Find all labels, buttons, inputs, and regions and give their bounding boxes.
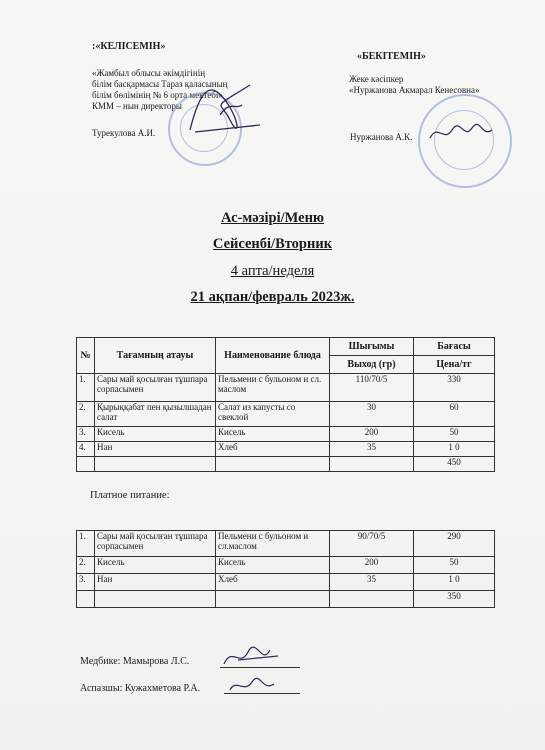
cook-signer: Аспазшы: Кужахметова Р.А. bbox=[80, 683, 201, 694]
cell-price: 50 bbox=[414, 557, 495, 574]
cell-ru: Хлеб bbox=[216, 574, 330, 591]
approve-right-heading: «БЕКІТЕМІН» bbox=[357, 51, 426, 62]
menu-title: Ас-мәзірі/Меню bbox=[220, 210, 325, 226]
cell-kz bbox=[95, 591, 216, 608]
cell-ru: Пельмени с бульоном и сл.маслом bbox=[216, 531, 330, 557]
cell-num: 2. bbox=[77, 557, 95, 574]
table-row bbox=[77, 557, 495, 574]
cell-kz: Сары май қосылған тұшпара сорпасымен bbox=[95, 374, 216, 402]
cell-ru: Кисель bbox=[216, 557, 330, 574]
col-yield-ru: Выход (гр) bbox=[330, 356, 414, 374]
approve-left-line: білім басқармасы Тараз қаласының bbox=[92, 79, 228, 89]
cell-yield bbox=[330, 457, 414, 472]
cell-kz: Нан bbox=[95, 442, 216, 457]
table-row bbox=[77, 402, 495, 427]
col-yield-kz: Шығымы bbox=[330, 338, 414, 356]
cell-ru: Кисель bbox=[216, 427, 330, 442]
col-price-kz: Бағасы bbox=[414, 338, 495, 356]
approve-left-line: «Жамбыл облысы әкімдігінің bbox=[92, 68, 206, 78]
cell-kz bbox=[95, 457, 216, 472]
approve-left-line: КММ – нын директоры bbox=[92, 101, 182, 111]
table-header-row bbox=[77, 338, 495, 356]
cell-yield: 35 bbox=[330, 574, 414, 591]
cell-num: 3. bbox=[77, 427, 95, 442]
cell-yield: 200 bbox=[330, 557, 414, 574]
date-title: 21 ақпан/февраль 2023ж. bbox=[190, 289, 355, 305]
cell-num: 2. bbox=[77, 402, 95, 427]
cell-yield bbox=[330, 591, 414, 608]
col-price-ru: Цена/тг bbox=[414, 356, 495, 374]
cell-yield: 30 bbox=[330, 402, 414, 427]
approve-right-lines bbox=[349, 74, 479, 96]
cell-ru bbox=[216, 457, 330, 472]
cell-kz: Сары май қосылған тұшпара сорпасымен bbox=[95, 531, 216, 557]
cell-ru: Пельмени с бульоном и сл. маслом bbox=[216, 374, 330, 402]
cell-price: 60 bbox=[414, 402, 495, 427]
approve-right-line: «Нуржанова Акмарал Кенесовна» bbox=[349, 85, 480, 95]
cell-num bbox=[77, 457, 95, 472]
table-row bbox=[77, 374, 495, 402]
cell-kz: Кисель bbox=[95, 557, 216, 574]
cell-num: 3. bbox=[77, 574, 95, 591]
cell-price: 1 0 bbox=[414, 442, 495, 457]
table-total-row bbox=[77, 457, 495, 472]
cell-ru bbox=[216, 591, 330, 608]
cell-num: 4. bbox=[77, 442, 95, 457]
cell-price: 50 bbox=[414, 427, 495, 442]
table-row bbox=[77, 442, 495, 457]
cell-yield: 200 bbox=[330, 427, 414, 442]
cell-num bbox=[77, 591, 95, 608]
total-price: 350 bbox=[414, 591, 495, 608]
approve-right-signer: Нуржанова А.К. bbox=[350, 132, 413, 142]
cell-num: 1. bbox=[77, 531, 95, 557]
paid-menu-table bbox=[76, 530, 495, 608]
cell-kz: Нан bbox=[95, 574, 216, 591]
approve-left-heading: :«КЕЛІСЕМІН» bbox=[92, 41, 166, 52]
cell-kz: Кисель bbox=[95, 427, 216, 442]
table-total-row bbox=[77, 591, 495, 608]
cell-price: 290 bbox=[414, 531, 495, 557]
cell-ru: Салат из капусты со свеклой bbox=[216, 402, 330, 427]
table-row bbox=[77, 531, 495, 557]
total-price: 450 bbox=[414, 457, 495, 472]
table-row bbox=[77, 427, 495, 442]
col-num: № bbox=[77, 338, 95, 374]
cell-num: 1. bbox=[77, 374, 95, 402]
cell-yield: 90/70/5 bbox=[330, 531, 414, 557]
col-name-ru: Наименование блюда bbox=[216, 338, 330, 374]
nurse-signature bbox=[218, 642, 298, 672]
cell-price: 1 0 bbox=[414, 574, 495, 591]
approve-left-signer: Турекулова А.И. bbox=[92, 128, 156, 138]
director-signature bbox=[170, 70, 270, 150]
entrepreneur-signature bbox=[426, 118, 496, 148]
week-title: 4 апта/неделя bbox=[230, 263, 315, 279]
approve-right-line: Жеке кәсіпкер bbox=[349, 74, 404, 84]
table-row bbox=[77, 574, 495, 591]
cell-price: 330 bbox=[414, 374, 495, 402]
menu-table bbox=[76, 337, 495, 472]
cell-ru: Хлеб bbox=[216, 442, 330, 457]
cell-yield: 35 bbox=[330, 442, 414, 457]
day-title: Сейсенбі/Вторник bbox=[212, 236, 333, 252]
cell-yield: 110/70/5 bbox=[330, 374, 414, 402]
approve-left-line: білім бөлімінің № 6 орта мектебі» bbox=[92, 90, 223, 100]
paid-meals-label: Платное питание: bbox=[90, 490, 170, 501]
col-name-kz: Тағамның атауы bbox=[95, 338, 216, 374]
nurse-signer: Медбике: Мамырова Л.С. bbox=[80, 656, 190, 667]
cook-signature bbox=[226, 674, 286, 698]
cell-kz: Қырыққабат пен қызылшадан салат bbox=[95, 402, 216, 427]
